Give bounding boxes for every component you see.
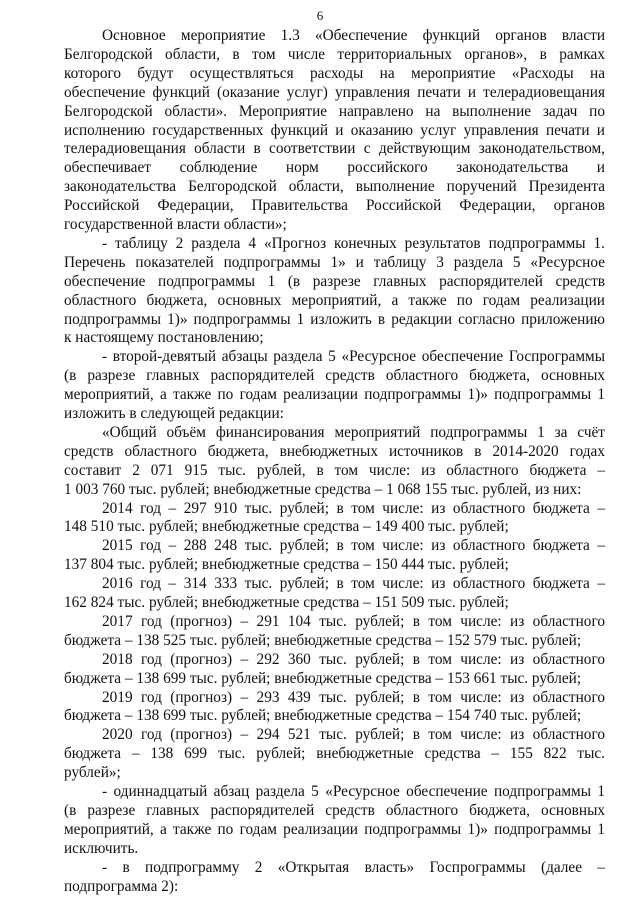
- text-line: 2019 год (прогноз) – 293 439 тыс. рублей; в том числе: из областного: [102, 688, 605, 706]
- text-line: - в подпрограмму 2 «Открытая власть» Госпрограммы (далее –: [102, 858, 605, 876]
- text-line: (в разрезе главных распорядителей средств областного бюджета, основных: [64, 367, 605, 385]
- text-line: областного бюджета, основных мероприятий, а также по годам реализации: [64, 291, 605, 309]
- text-line: 2018 год (прогноз) – 292 360 тыс. рублей; в том числе: из областного: [102, 650, 605, 668]
- text-line: подпрограмма 2):: [64, 877, 179, 895]
- text-line: обеспечение функций (оказание услуг) управления печати и телерадиовещания: [64, 83, 605, 101]
- text-line: к настоящему постановлению;: [64, 329, 264, 347]
- text-line: средств областного бюджета, внебюджетных источников в 2014-2020 годах: [64, 442, 605, 460]
- text-line: законодательства Белгородской области, выполнение поручений Президента: [64, 178, 605, 196]
- text-line: исключить.: [64, 839, 139, 857]
- text-line: Белгородской области». Мероприятие направлено на выполнение задач по: [64, 102, 605, 120]
- text-line: Основное мероприятие 1.3 «Обеспечение функций органов власти: [102, 27, 605, 44]
- text-line: «Общий объём финансирования мероприятий подпрограммы 1 за счёт: [102, 423, 605, 441]
- text-line: (в разрезе главных распорядителей средств областного бюджета, основных: [64, 801, 605, 819]
- text-line: 2015 год – 288 248 тыс. рублей; в том числе: из областного бюджета –: [102, 537, 605, 555]
- text-line: бюджета – 138 699 тыс. рублей; внебюджетные средства – 153 661 тыс. рублей;: [64, 669, 582, 687]
- text-line: Российской Федерации, Правительства Российской Федерации, органов: [64, 197, 605, 215]
- text-line: телерадиовещания области в соответствии с действующим законодательством,: [64, 140, 605, 158]
- text-line: - второй-девятый абзацы раздела 5 «Ресурсное обеспечение Госпрограммы: [102, 348, 605, 366]
- text-line: рублей»;: [64, 764, 121, 782]
- text-line: подпрограммы 1)» подпрограммы 1 изложить в редакции согласно приложению: [64, 310, 605, 328]
- text-line: государственной власти области»;: [64, 216, 287, 233]
- text-line: обеспечивает соблюдение норм российского законодательства и: [64, 159, 605, 177]
- text-line: бюджета – 138 525 тыс. рублей; внебюджетные средства – 152 579 тыс. рублей;: [64, 631, 582, 649]
- text-line: 2016 год – 314 333 тыс. рублей; в том числе: из областного бюджета –: [102, 575, 605, 593]
- text-line: - таблицу 2 раздела 4 «Прогноз конечных результатов подпрограммы 1.: [102, 234, 605, 252]
- text-line: 2014 год – 297 910 тыс. рублей; в том числе: из областного бюджета –: [102, 499, 605, 517]
- text-line: 2017 год (прогноз) – 291 104 тыс. рублей; в том числе: из областного: [102, 612, 605, 630]
- text-line: 137 804 тыс. рублей; внебюджетные средства – 150 444 тыс. рублей;: [64, 556, 509, 574]
- text-line: изложить в следующей редакции:: [64, 405, 284, 422]
- text-line: 162 824 тыс. рублей; внебюджетные средства – 151 509 тыс. рублей;: [64, 594, 509, 611]
- text-line: мероприятий, а также по годам реализации подпрограммы 1)» подпрограммы 1: [64, 386, 605, 404]
- text-line: 148 510 тыс. рублей; внебюджетные средства – 149 400 тыс. рублей;: [64, 518, 509, 536]
- text-line: Перечень показателей подпрограммы 1» и таблицу 3 раздела 5 «Ресурсное: [64, 253, 605, 271]
- text-line: которого будут осуществляться расходы на мероприятие «Расходы на: [64, 64, 605, 82]
- text-line: 1 003 760 тыс. рублей; внебюджетные средства – 1 068 155 тыс. рублей, из них:: [64, 480, 582, 498]
- page-number: 6: [316, 8, 324, 23]
- text-line: Белгородской области, в том числе территориальных органов», в рамках: [64, 45, 605, 63]
- text-line: мероприятий, а также по годам реализации подпрограммы 1)» подпрограммы 1: [64, 820, 605, 838]
- text-line: - одиннадцатый абзац раздела 5 «Ресурсное обеспечение подпрограммы 1: [102, 783, 605, 800]
- text-line: бюджета – 138 699 тыс. рублей; внебюджетные средства – 155 822 тыс.: [64, 745, 605, 763]
- text-line: составит 2 071 915 тыс. рублей, в том числе: из областного бюджета –: [64, 461, 605, 479]
- text-line: бюджета – 138 699 тыс. рублей; внебюджетные средства – 154 740 тыс. рублей;: [64, 707, 582, 725]
- text-line: 2020 год (прогноз) – 294 521 тыс. рублей; в том числе: из областного: [102, 726, 605, 744]
- text-line: обеспечение подпрограммы 1 (в разрезе главных распорядителей средств: [64, 272, 605, 290]
- text-line: исполнению государственных функций и оказанию услуг управления печати и: [64, 121, 605, 139]
